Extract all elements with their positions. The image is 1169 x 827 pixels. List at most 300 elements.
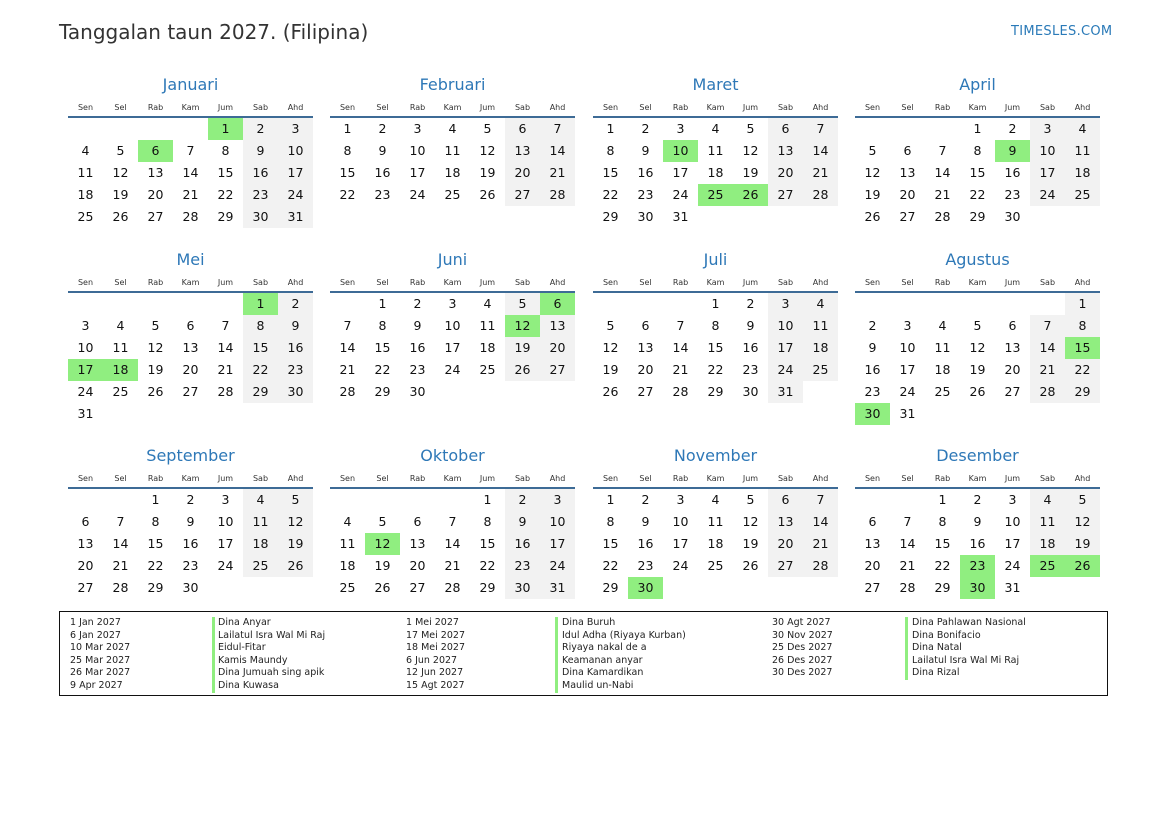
day-cell: 11 [243,511,278,533]
weekday-label: Ahd [287,102,304,112]
legend-holiday-name: Dina Pahlawan Nasional [912,617,1026,628]
month-juli [593,249,838,403]
holiday-cell: 12 [365,533,400,555]
legend-dates [772,617,833,680]
day-cell: 2 [378,121,387,136]
day-cell: 19 [278,533,313,555]
legend-names [912,617,1026,680]
day-cell: 13 [899,165,916,180]
day-grid [330,293,575,403]
day-cell: 30 [182,580,199,595]
day-cell: 22 [602,187,619,202]
day-cell: 2 [746,296,755,311]
day-cell: 23 [742,362,759,377]
day-cell: 30 [742,384,759,399]
weekday-label: Sel [639,277,652,287]
weekday-label: Sel [376,277,389,287]
day-cell: 25 [707,558,724,573]
day-cell: 9 [413,318,422,333]
holiday-cell: 26 [1065,555,1100,577]
day-cell: 31 [899,406,916,421]
legend-holiday-name: Dina Kamardikan [562,667,644,679]
weekday-label: Kam [706,473,725,483]
day-cell: 20 [505,162,540,184]
day-cell: 6 [81,514,90,529]
day-cell: 27 [864,580,881,595]
day-cell: 14 [182,165,199,180]
day-cell: 24 [77,384,94,399]
day-cell: 7 [803,118,838,140]
day-grid [593,489,838,599]
day-cell: 11 [112,340,129,355]
day-cell: 4 [1065,118,1100,140]
day-cell: 24 [217,558,234,573]
day-cell: 23 [278,359,313,381]
day-cell: 19 [1065,533,1100,555]
day-cell: 22 [374,362,391,377]
day-cell: 14 [899,536,916,551]
day-cell: 1 [378,296,387,311]
day-cell: 22 [602,558,619,573]
day-cell: 13 [637,340,654,355]
empty-cell [855,118,890,140]
weekday-label: Sel [114,277,127,287]
day-cell: 8 [483,514,492,529]
legend-date: 26 Mar 2027 [70,667,131,679]
holiday-cell: 17 [68,359,103,381]
day-cell: 2 [641,121,650,136]
weekday-label: Rab [147,102,164,112]
day-grid [68,293,313,425]
day-cell: 28 [934,209,951,224]
day-cell: 19 [112,187,129,202]
day-cell: 3 [1030,118,1065,140]
day-cell: 23 [637,558,654,573]
weekday-label: Rab [672,473,689,483]
day-cell: 7 [803,489,838,511]
empty-cell [330,293,365,315]
day-cell: 24 [278,184,313,206]
day-grid [68,118,313,228]
weekday-header [330,469,575,487]
legend-holiday-name: Dina Kuwasa [218,679,279,691]
day-cell: 16 [182,536,199,551]
day-cell: 5 [746,492,755,507]
day-cell: 4 [938,318,947,333]
day-cell: 2 [243,118,278,140]
empty-cell [103,118,138,140]
day-cell: 15 [602,536,619,551]
day-cell: 12 [969,340,986,355]
weekday-label: Sab [1039,277,1056,287]
day-cell: 15 [602,165,619,180]
day-cell: 14 [672,340,689,355]
empty-cell [103,293,138,315]
day-cell: 31 [672,209,689,224]
day-cell: 12 [147,340,164,355]
day-cell: 14 [803,511,838,533]
day-cell: 20 [540,337,575,359]
legend-date: 18 Mei 2027 [406,642,465,654]
day-cell: 10 [217,514,234,529]
day-cell: 30 [409,384,426,399]
day-cell: 11 [707,514,724,529]
weekday-label: Sab [1039,102,1056,112]
month-name: Maret [692,75,739,94]
legend-holiday-name: Maulid un-Nabi [562,679,634,691]
day-cell: 23 [637,187,654,202]
legend-marker [555,617,558,693]
day-cell: 6 [768,118,803,140]
day-cell: 1 [343,121,352,136]
month-name: Agustus [945,250,1010,269]
day-cell: 8 [151,514,160,529]
day-cell: 12 [1065,511,1100,533]
day-cell: 22 [1065,359,1100,381]
day-cell: 25 [243,555,278,577]
day-cell: 10 [1004,514,1021,529]
day-cell: 27 [899,209,916,224]
weekday-label: Jum [217,102,234,112]
weekday-label: Sen [602,473,619,483]
day-cell: 10 [409,143,426,158]
day-cell: 28 [339,384,356,399]
legend-date: 25 Mar 2027 [70,654,131,666]
weekday-label: Rab [934,473,951,483]
weekday-label: Sel [901,102,914,112]
day-cell: 27 [637,384,654,399]
day-cell: 17 [768,337,803,359]
holiday-cell: 25 [698,184,733,206]
empty-cell [138,118,173,140]
day-cell: 28 [112,580,129,595]
weekday-label: Rab [672,277,689,287]
day-cell: 10 [444,318,461,333]
day-cell: 5 [116,143,125,158]
empty-cell [68,489,103,511]
weekday-label: Sel [901,277,914,287]
legend-holiday-name: Lailatul Isra Wal Mi Raj [912,654,1020,666]
day-cell: 10 [278,140,313,162]
day-cell: 18 [243,533,278,555]
day-cell: 28 [182,209,199,224]
month-name: Mei [176,250,205,269]
weekday-label: Sen [864,102,881,112]
day-cell: 9 [641,143,650,158]
day-cell: 17 [409,165,426,180]
day-cell: 29 [479,580,496,595]
day-cell: 29 [243,381,278,403]
day-cell: 15 [969,165,986,180]
day-cell: 26 [278,555,313,577]
month-name: Desember [936,446,1019,465]
day-cell: 23 [1004,187,1021,202]
day-cell: 1 [938,492,947,507]
day-cell: 27 [768,184,803,206]
day-cell: 20 [182,362,199,377]
day-cell: 21 [934,187,951,202]
weekday-header [330,273,575,291]
day-cell: 3 [676,121,685,136]
holiday-cell: 30 [960,577,995,599]
weekday-label: Ahd [549,102,566,112]
day-cell: 17 [217,536,234,551]
day-cell: 23 [409,362,426,377]
day-cell: 8 [973,143,982,158]
day-cell: 4 [343,514,352,529]
weekday-header [855,273,1100,291]
weekday-label: Kam [968,102,987,112]
day-grid [68,489,313,599]
day-cell: 20 [864,558,881,573]
day-cell: 19 [479,165,496,180]
day-cell: 17 [899,362,916,377]
day-cell: 9 [278,315,313,337]
day-cell: 25 [479,362,496,377]
weekday-label: Sen [864,277,881,287]
day-cell: 10 [768,315,803,337]
day-cell: 26 [505,359,540,381]
day-cell: 15 [217,165,234,180]
month-februari [330,74,575,206]
day-cell: 29 [934,580,951,595]
legend-date: 6 Jan 2027 [70,629,121,641]
weekday-label: Sen [339,277,356,287]
day-cell: 29 [969,209,986,224]
month-mei [68,249,313,425]
day-cell: 21 [444,558,461,573]
day-cell: 30 [637,209,654,224]
weekday-label: Rab [147,473,164,483]
day-cell: 21 [899,558,916,573]
month-november [593,445,838,599]
day-cell: 7 [1030,315,1065,337]
day-cell: 2 [1008,121,1017,136]
legend-date: 17 Mei 2027 [406,629,465,641]
day-cell: 2 [868,318,877,333]
day-cell: 1 [606,121,615,136]
legend-date: 26 Des 2027 [772,654,833,666]
weekday-label: Sen [339,473,356,483]
day-cell: 7 [221,318,230,333]
holiday-legend [59,611,1108,696]
legend-names [562,617,686,693]
holiday-cell: 1 [243,293,278,315]
day-cell: 28 [899,580,916,595]
day-cell: 23 [505,555,540,577]
holiday-cell: 6 [138,140,173,162]
day-cell: 15 [934,536,951,551]
day-cell: 12 [479,143,496,158]
empty-cell [208,293,243,315]
day-cell: 1 [606,492,615,507]
day-cell: 14 [112,536,129,551]
weekday-label: Kam [181,277,200,287]
day-cell: 3 [413,121,422,136]
day-cell: 10 [77,340,94,355]
day-cell: 24 [409,187,426,202]
day-cell: 31 [1004,580,1021,595]
day-cell: 19 [505,337,540,359]
day-cell: 19 [742,165,759,180]
day-cell: 4 [116,318,125,333]
day-cell: 4 [483,296,492,311]
holiday-cell: 1 [208,118,243,140]
day-cell: 28 [803,184,838,206]
weekday-label: Kam [968,473,987,483]
day-cell: 11 [1030,511,1065,533]
weekday-label: Sen [77,277,94,287]
legend-dates [70,617,130,693]
weekday-label: Rab [409,277,426,287]
day-cell: 4 [711,492,720,507]
legend-date: 12 Jun 2027 [406,667,464,679]
day-cell: 16 [742,340,759,355]
day-cell: 27 [147,209,164,224]
day-cell: 21 [1030,359,1065,381]
page-title: Tanggalan taun 2027. (Filipina) [59,20,369,44]
day-cell: 6 [641,318,650,333]
empty-cell [890,489,925,511]
day-cell: 13 [147,165,164,180]
legend-date: 30 Nov 2027 [772,629,833,641]
day-cell: 20 [899,187,916,202]
holiday-cell: 30 [855,403,890,425]
legend-holiday-name: Lailatul Isra Wal Mi Raj [218,629,326,641]
weekday-label: Jum [217,473,234,483]
day-cell: 16 [374,165,391,180]
day-cell: 25 [444,187,461,202]
day-cell: 3 [1008,492,1017,507]
day-cell: 25 [1065,184,1100,206]
day-cell: 10 [899,340,916,355]
legend-holiday-name: Dina Anyar [218,617,271,628]
legend-holiday-name: Dina Buruh [562,617,616,628]
site-link[interactable]: TIMESLES.COM [1011,24,1113,39]
weekday-label: Jum [479,277,496,287]
day-grid [855,489,1100,599]
day-cell: 25 [339,580,356,595]
day-cell: 19 [374,558,391,573]
day-cell: 22 [217,187,234,202]
weekday-label: Kam [968,277,987,287]
day-cell: 14 [444,536,461,551]
day-cell: 22 [339,187,356,202]
day-cell: 5 [746,121,755,136]
day-cell: 22 [969,187,986,202]
holiday-cell: 23 [960,555,995,577]
day-cell: 26 [742,558,759,573]
empty-cell [173,293,208,315]
day-cell: 8 [938,514,947,529]
day-cell: 16 [278,337,313,359]
legend-names [218,617,325,693]
day-cell: 26 [374,580,391,595]
day-cell: 2 [505,489,540,511]
day-cell: 6 [505,118,540,140]
empty-cell [68,118,103,140]
day-cell: 21 [540,162,575,184]
day-cell: 17 [1030,162,1065,184]
day-cell: 27 [505,184,540,206]
day-cell: 28 [540,184,575,206]
day-cell: 19 [864,187,881,202]
day-cell: 16 [969,536,986,551]
weekday-label: Rab [147,277,164,287]
legend-holiday-name: Kamis Maundy [218,654,288,666]
weekday-label: Kam [706,102,725,112]
day-cell: 22 [479,558,496,573]
month-april [855,74,1100,228]
day-cell: 24 [672,558,689,573]
day-cell: 4 [81,143,90,158]
day-cell: 27 [768,555,803,577]
weekday-label: Sab [252,277,269,287]
day-cell: 3 [278,118,313,140]
day-cell: 13 [864,536,881,551]
weekday-label: Sab [777,102,794,112]
weekday-label: Ahd [1074,473,1091,483]
holiday-cell: 26 [733,184,768,206]
day-cell: 1 [1065,293,1100,315]
holiday-cell: 25 [1030,555,1065,577]
day-cell: 29 [707,384,724,399]
day-cell: 12 [864,165,881,180]
day-cell: 1 [973,121,982,136]
month-januari [68,74,313,228]
weekday-label: Ahd [812,102,829,112]
day-cell: 13 [768,511,803,533]
day-cell: 5 [151,318,160,333]
day-grid [330,118,575,206]
weekday-label: Sel [901,473,914,483]
day-cell: 30 [243,206,278,228]
day-cell: 31 [540,577,575,599]
weekday-label: Ahd [812,473,829,483]
day-grid [330,489,575,599]
weekday-label: Jum [1004,473,1021,483]
day-cell: 20 [77,558,94,573]
weekday-label: Sel [639,102,652,112]
day-cell: 7 [938,143,947,158]
month-name: Februari [419,75,486,94]
day-grid [855,118,1100,228]
weekday-header [68,273,313,291]
weekday-label: Kam [706,277,725,287]
legend-date: 30 Agt 2027 [772,617,831,628]
day-cell: 5 [505,293,540,315]
day-cell: 28 [803,555,838,577]
day-cell: 28 [1030,381,1065,403]
empty-cell [138,293,173,315]
holiday-cell: 18 [103,359,138,381]
day-cell: 15 [243,337,278,359]
day-cell: 21 [112,558,129,573]
day-cell: 8 [243,315,278,337]
month-name: Juni [437,250,468,269]
day-cell: 20 [637,362,654,377]
day-cell: 12 [112,165,129,180]
legend-date: 25 Des 2027 [772,642,833,654]
holiday-cell: 9 [995,140,1030,162]
weekday-label: Kam [443,473,462,483]
weekday-label: Sel [114,473,127,483]
legend-date: 6 Jun 2027 [406,654,458,666]
day-cell: 29 [1065,381,1100,403]
day-cell: 22 [243,359,278,381]
day-cell: 13 [409,536,426,551]
weekday-label: Kam [443,102,462,112]
